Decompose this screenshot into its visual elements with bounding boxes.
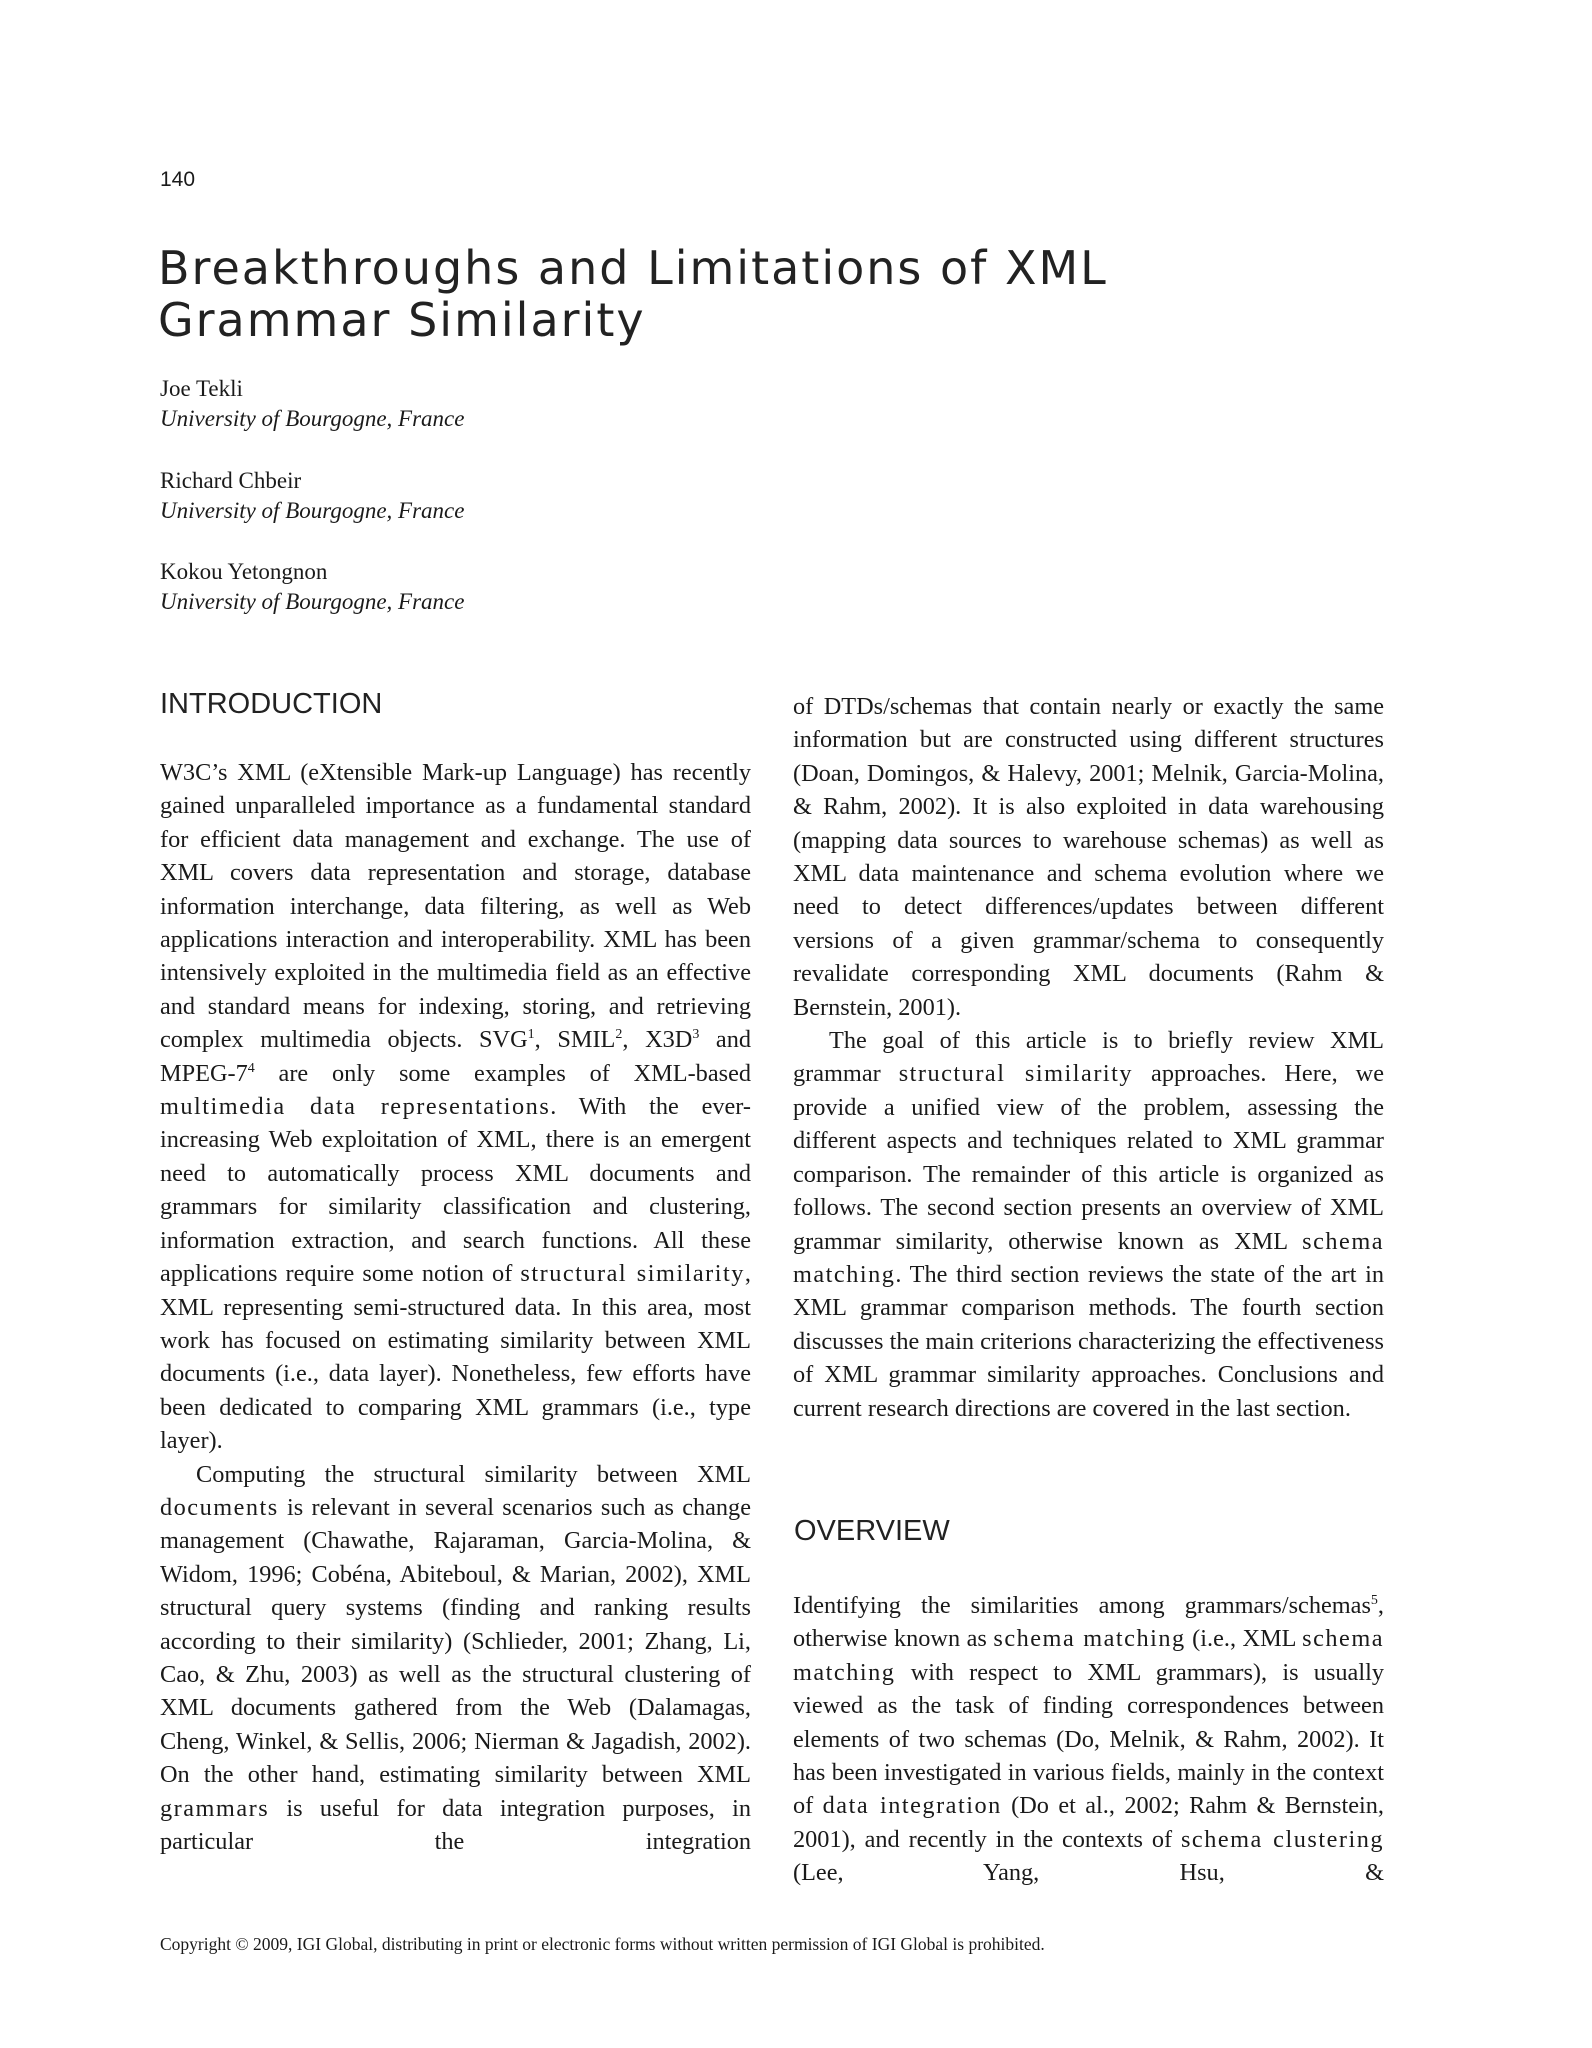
author-block-2 (160, 466, 464, 526)
text-run: , otherwise known as (793, 1592, 1384, 1653)
text-run: W3C’s XML (eXtensible Mark-up Language) has recently gained unparalleled importance as a fundamental standard for efficient data management and exchange. The use of XML covers data representation and storage, database information interchange, data filtering, as well as Web applications interaction and interoperability. XML has been intensively exploited in the multimedia field as an effective and standard means for indexing, storing, and retrieving complex multimedia objects. SVG (160, 759, 751, 1054)
text-run: is relevant in several scenarios such as change management (Chawathe, Rajaraman, Garcia-Molina, & Widom, 1996; Cobéna, Abiteboul, & Marian, 2002), XML structural query systems (finding and ranking results according to their similarity) (Schlieder, 2001; Zhang, Li, Cao, & Zhu, 2003) as well as the structural clustering of XML documents gathered from the Web (Dalamagas, Cheng, Winkel, & Sellis, 2006; Nierman & Jagadish, 2002). On the other hand, estimating similarity between XML (160, 1493, 751, 1789)
text-run: are only some examples of XML-based (254, 1059, 751, 1087)
text-run: . With the ever-increasing Web exploitation of XML, there is an emergent need to automatically process XML documents and grammars for similarity classification and clustering, information extraction, and search functions. All these applications require some notion of (160, 1093, 752, 1288)
introduction-heading: INTRODUCTION (160, 688, 383, 720)
key-term: grammars (160, 1794, 270, 1822)
overview-paragraph-1 (793, 1589, 1384, 1890)
footnote-marker: 5 (1370, 1592, 1378, 1608)
key-term: schema matching (793, 1227, 1384, 1288)
right-column (793, 690, 1384, 1425)
text-run: The goal of this article is to briefly review XML grammar (793, 1027, 1384, 1088)
copyright-notice: Copyright © 2009, IGI Global, distributing in print or electronic forms without written permission of IGI Global is prohibited. (160, 1934, 1045, 1954)
text-run: , X3D (622, 1026, 693, 1054)
left-column (160, 756, 751, 1858)
title-line-1: Breakthroughs and Limitations of XML (158, 241, 1108, 295)
text-run: (Do et al., 2002; Rahm & Bernstein, 2001), and recently in the contexts of (793, 1792, 1384, 1853)
key-term: data integration (822, 1792, 1002, 1820)
author-affiliation: University of Bourgogne, France (160, 406, 465, 431)
intro-paragraph-4 (793, 1024, 1384, 1425)
title-line-2: Grammar Similarity (158, 293, 646, 347)
key-term: schema clustering (1180, 1825, 1384, 1853)
text-run: and MPEG-7 (160, 1026, 751, 1087)
author-name: Kokou Yetongnon (160, 559, 328, 584)
intro-paragraph-2 (160, 1458, 751, 1859)
text-run: is useful for data integration purposes, in particular the integration (160, 1794, 751, 1855)
text-run: . The third section reviews the state of the art in XML grammar comparison methods. The fourth section discusses the main criterions characterizing the effectiveness of XML grammar similarity approaches. Conclusions and current research directions are covered in the last section. (793, 1260, 1384, 1422)
text-run: Computing the structural similarity between XML (196, 1460, 751, 1488)
author-affiliation: University of Bourgogne, France (160, 589, 465, 614)
text-run: (i.e., XML (1185, 1625, 1303, 1653)
key-term: schema matching (993, 1625, 1186, 1653)
text-run: , SMIL (534, 1026, 616, 1054)
text-run: with respect to XML grammars), is usually viewed as the task of finding correspondences between elements of two schemas (Do, Melnik, & Rahm, 2002). It has been investigated in various fields, mainly in the context of (793, 1658, 1384, 1820)
overview-column (793, 1589, 1384, 1890)
text-run: Identifying the similarities among grammars/schemas (793, 1592, 1371, 1619)
author-name: Richard Chbeir (160, 468, 302, 493)
footnote-marker: 3 (692, 1027, 700, 1043)
author-name: Joe Tekli (160, 376, 243, 401)
footnote-marker: 4 (247, 1060, 255, 1076)
intro-paragraph-1 (160, 756, 751, 1458)
overview-heading: OVERVIEW (794, 1515, 950, 1547)
article-title (158, 242, 1258, 346)
text-run: approaches. Here, we provide a unified view of the problem, assessing the different aspects and techniques related to XML grammar comparison. The remainder of this article is organized as follows. The second section presents an overview of XML grammar similarity, otherwise known as XML (793, 1060, 1384, 1255)
text-run: , XML representing semi-structured data. In this area, most work has focused on estimating similarity between XML documents (i.e., data layer). Nonetheless, few efforts have been dedicated to comparing XML grammars (i.e., type layer). (160, 1260, 751, 1455)
author-block-1 (160, 374, 464, 434)
footnote-marker: 1 (527, 1027, 535, 1043)
key-term: structural similarity (898, 1060, 1134, 1088)
key-term: documents (160, 1493, 279, 1521)
footnote-marker: 2 (615, 1027, 623, 1043)
author-block-3 (160, 557, 464, 617)
intro-paragraph-3: of DTDs/schemas that contain nearly or exactly the same information but are constructed using different structures (Doan, Domingos, & Halevy, 2001; Melnik, Garcia-Molina, & Rahm, 2002). It is also exploited in data warehousing (mapping data sources to warehouse schemas) as well as XML data maintenance and schema evolution where we need to detect differences/updates between different versions of a given grammar/schema to consequently revalidate corresponding XML documents (Rahm & Bernstein, 2001). (793, 693, 1384, 1021)
author-affiliation: University of Bourgogne, France (160, 498, 465, 523)
key-term: multimedia data representations (160, 1093, 551, 1121)
page-number: 140 (160, 168, 196, 191)
key-term: structural similarity (520, 1260, 745, 1288)
text-run: (Lee, Yang, Hsu, & (793, 1859, 1384, 1887)
key-term: schema matching (793, 1625, 1384, 1686)
